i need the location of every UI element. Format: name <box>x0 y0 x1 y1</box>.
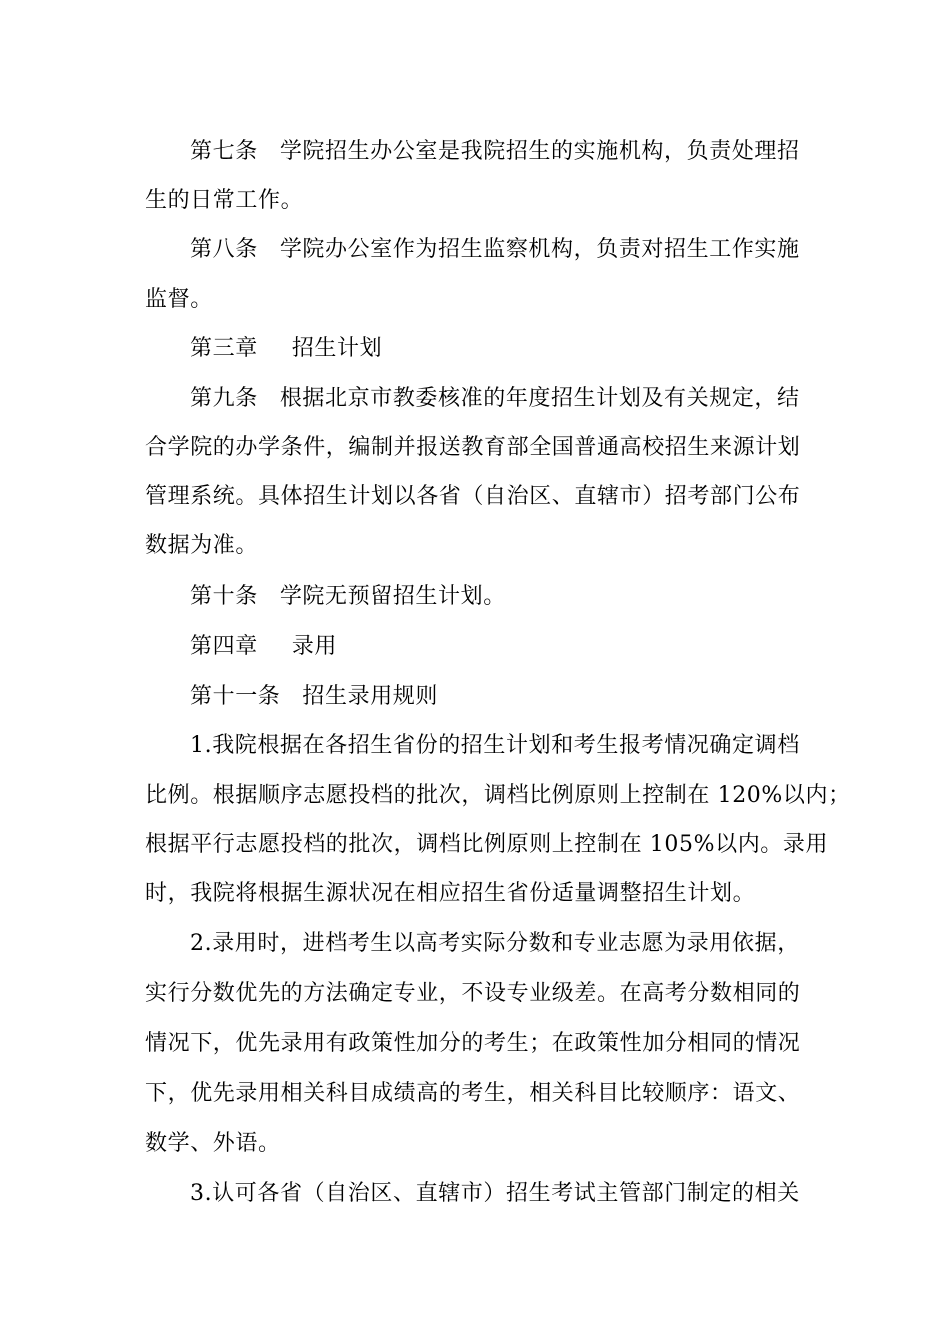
article-9-text-1: 根据北京市教委核准的年度招生计划及有关规定，结 <box>279 386 800 411</box>
item-2-line-2: 实行分数优先的方法确定专业，不设专业级差。在高考分数相同的 <box>145 981 801 1006</box>
article-8-line-1 <box>190 235 800 265</box>
chapter-4-title: 录用 <box>291 634 338 659</box>
article-7-text-1: 学院招生办公室是我院招生的实施机构，负责处理招 <box>279 139 800 164</box>
item-2-line-4: 下，优先录用相关科目成绩高的考生，相关科目比较顺序：语文、 <box>145 1081 801 1106</box>
article-7-heading: 第七条 <box>190 139 258 164</box>
article-11-heading: 第十一条 <box>190 684 281 709</box>
item-3-line-1: 3.认可各省（自治区、直辖市）招生考试主管部门制定的相关 <box>190 1181 800 1206</box>
article-8-line-2: 监督。 <box>145 287 213 312</box>
item-2-line-3: 情况下，优先录用有政策性加分的考生；在政策性加分相同的情况 <box>145 1031 801 1056</box>
chapter-3-heading-line <box>190 334 382 364</box>
chapter-3-title: 招生计划 <box>291 336 383 361</box>
article-10-text-1: 学院无预留招生计划。 <box>279 584 506 609</box>
article-9-line-1 <box>190 384 800 414</box>
item-1-line-2: 比例。根据顺序志愿投档的批次，调档比例原则上控制在 120%以内； <box>145 783 851 808</box>
chapter-4-heading-line <box>190 632 337 662</box>
article-9-line-3: 管理系统。具体招生计划以各省（自治区、直辖市）招考部门公布 <box>145 484 801 509</box>
item-1-line-3: 根据平行志愿投档的批次，调档比例原则上控制在 105%以内。录用 <box>145 832 829 857</box>
article-9-line-2: 合学院的办学条件，编制并报送教育部全国普通高校招生来源计划 <box>145 435 801 460</box>
article-9-heading: 第九条 <box>190 386 258 411</box>
item-2-line-1: 2.录用时，进档考生以高考实际分数和专业志愿为录用依据， <box>190 931 800 956</box>
article-8-text-1: 学院办公室作为招生监察机构，负责对招生工作实施 <box>279 237 800 262</box>
article-10-line-1 <box>190 582 506 612</box>
article-11-heading-line <box>190 682 438 712</box>
article-7-line-2: 生的日常工作。 <box>145 188 304 213</box>
article-11-title: 招生录用规则 <box>302 684 439 709</box>
article-10-heading: 第十条 <box>190 584 258 609</box>
item-2-line-5: 数学、外语。 <box>145 1131 281 1156</box>
item-1-line-1: 1.我院根据在各招生省份的招生计划和考生报考情况确定调档 <box>190 733 800 758</box>
article-9-line-4: 数据为准。 <box>145 533 259 558</box>
article-8-heading: 第八条 <box>190 237 258 262</box>
chapter-4-heading: 第四章 <box>190 634 258 659</box>
item-1-line-4: 时，我院将根据生源状况在相应招生省份适量调整招生计划。 <box>145 881 756 906</box>
article-7-line-1 <box>190 137 800 167</box>
chapter-3-heading: 第三章 <box>190 336 258 361</box>
